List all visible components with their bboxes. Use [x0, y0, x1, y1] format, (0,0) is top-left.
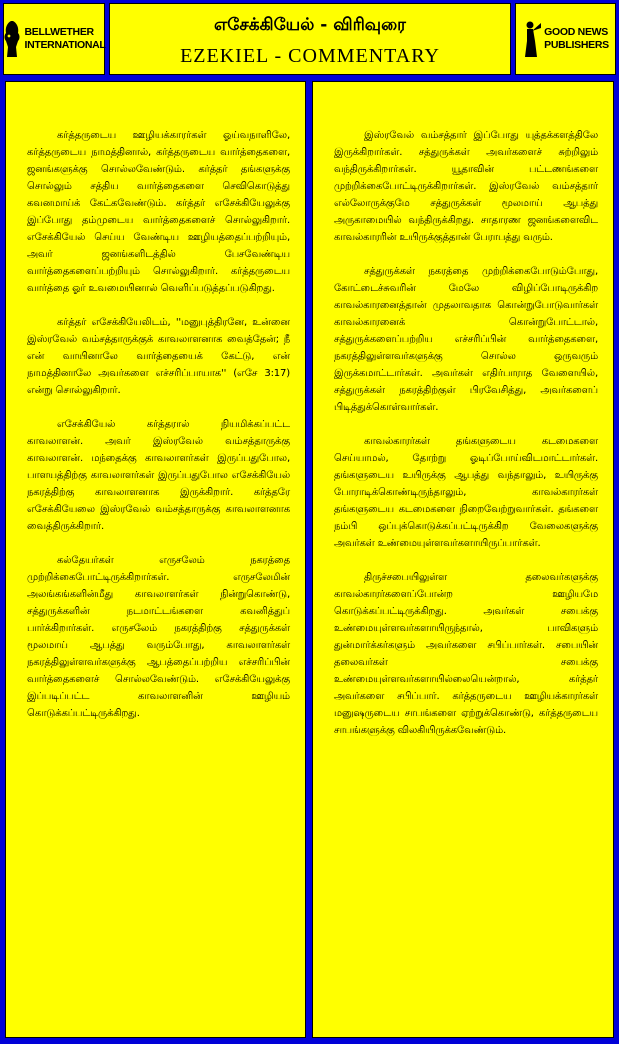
right-column	[312, 81, 614, 1038]
ram-head-icon	[2, 19, 22, 59]
title-banner	[109, 3, 511, 75]
right-logo-line-1: GOOD NEWS	[544, 26, 608, 38]
trumpet-herald-icon	[522, 19, 542, 59]
paragraph: கர்த்தர் எசேக்கியேலிடம், ''மனுபுத்திரனே, உன்னை இஸ்ரவேல் வம்சத்தாருக்குக் காவலாளனாக வைத்தேன்; நீ என் வாயினாலே வார்த்தையைக் கேட்டு, என் நாமத்தினாலே அவர்களை எச்சரிப்பாயாக'' (எசே 3:17) என்று சொல்லுகிறார்.	[27, 317, 290, 396]
bellwether-logo	[3, 3, 105, 75]
title-english: EZEKIEL - COMMENTARY	[180, 45, 440, 67]
good-news-logo	[515, 3, 616, 75]
paragraph: காவல்காரர்கள் தங்களுடைய கடமைகளை செய்யாமல், தோற்று ஓடிப்போய்விடமாட்டார்கள். தங்களுடைய உயிருக்கு ஆபத்து வந்தாலும், உயிருக்கு போராடிக்கொண்டிருந்தாலும், காவல்காரர்கள் தங்களுடைய கடமைகளை நிறைவேற்றுவார்கள். தங்களை நம்பி ஒப்புக்கொடுக்கப்பட்டிருக்கிற வேலைகளுக்கு அவர்கள் உண்மையுள்ளவர்களாயிருப்பார்கள்.	[334, 436, 598, 549]
right-logo-line-2: PUBLISHERS	[544, 39, 609, 51]
paragraph: திருச்சபையிலுள்ள தலைவர்களுக்கு காவல்காரர்களைப்போன்ற ஊழியமே கொடுக்கப்பட்டிருக்கிறது. அவர்கள் சபைக்கு உண்மையுள்ளவர்களாயிருந்தால், பாவிகளும் துன்மார்க்கர்களும் அவர்களை சபிப்பார்கள். சபையின் தலைவர்கள் சபைக்கு உண்மையுள்ளவர்களாயில்லையென்றால், கர்த்தர் அவர்களை சபிப்பார். கர்த்தருடைய ஊழியக்காரர்கள் மனுஷருடைய சாபங்களை ஏற்றுக்கொண்டு, கர்த்தருடைய சாபங்களுக்கு விலகியிருக்கவேண்டும்.	[334, 572, 598, 736]
title-tamil: எசேக்கியேல் - விரிவுரை	[214, 15, 406, 35]
paragraph: எசேக்கியேல் கர்த்தரால் நியமிக்கப்பட்ட காவலாளன். அவர் இஸ்ரவேல் வம்சத்தாருக்கு காவலாளன். மந்தைக்கு காவலாளர்கள் இருப்பதுபோல, பாளயத்திற்கு காவலாளர்கள் இருப்பதுபோல எசேக்கியேல் நகரத்திற்கு காவலாளனாக இருக்கிறார். கர்த்தரே எசேக்கியேலை இஸ்ரவேல் வம்சத்தாருக்கு காவலாளனாக வைத்திருக்கிறார்.	[27, 419, 290, 532]
paragraph: கல்தேயர்கள் எருசலேம் நகரத்தை முற்றிக்கைபோட்டிருக்கிறார்கள். எருசலேமின் அலங்கங்களின்மீது காவலாளர்கள் நின்றுகொண்டு, சத்துருக்களின் நடமாட்டங்களை கவனித்துப் பார்க்கிறார்கள். எருசலேம் நகரத்திற்கு சத்துருக்கள் மூலமாய் ஆபத்து வரும்போது, காவலாளர்கள் நகரத்திலுள்ளவர்களுக்கு ஆபத்தைப்பற்றிய எச்சரிப்பின் வார்த்தைகளைச் சொல்லவேண்டும். எசேக்கியேலுக்கு இப்படிப்பட்ட காவலாளனின் ஊழியம் கொடுக்கப்பட்டிருக்கிறது.	[27, 555, 290, 719]
left-logo-line-1: BELLWETHER	[24, 26, 94, 38]
paragraph: இஸ்ரவேல் வம்சத்தார் இப்போது யுத்தக்களத்திலே இருக்கிறார்கள். சத்துருக்கள் அவர்களைச் சுற்றிலும் வந்திருக்கிறார்கள். யூதாவின் பட்டணங்களை முற்றிக்கைபோட்டிருக்கிறார்கள். இஸ்ரவேல் வம்சத்தார் எல்லோருக்குமே சத்துருக்கள் மூலமாய் ஆபத்து அருகாமையில் வந்திருக்கிறது. சாதாரண ஜனங்களைவிட காவல்காரரின் உயிருக்குத்தான் பேராபத்து வரும்.	[334, 130, 598, 243]
left-column	[5, 81, 306, 1038]
paragraph: கர்த்தருடைய ஊழியக்காரர்கள் ஓய்வநாளிலே, கர்த்தருடைய நாமத்தினால், கர்த்தருடைய வார்த்தைகளை, ஜனங்களுக்கு சொல்லவேண்டும். கர்த்தர் தங்களுக்கு சொல்லும் சத்திய வார்த்தைகளை செவிகொடுத்து கவனமாய்க் கேட்கவேண்டும். கர்த்தர் எசேக்கியேலுக்கு இப்போது தம்முடைய வார்த்தைகளைச் சொல்லுகிறார். எசேக்கியேல் செய்ய வேண்டிய ஊழியத்தைப்பற்றியும், அவர் ஜனங்களிடத்தில் பேசவேண்டிய வார்த்தைகளைப்பற்றியும் சொல்லுகிறார். கர்த்தருடைய வார்த்தை ஓர் உவமையினால் வெளிப்படுத்தப்படுகிறது.	[27, 130, 290, 294]
paragraph: சத்துருக்கள் நகரத்தை முற்றிக்கைபோடும்போது, கோட்டைச்சுவரின் மேலே விழிப்போடிருக்கிற காவல்காரனைத்தான் முதலாவதாக கொன்றுபோடுவார்கள் காவல்காரனைக் கொன்றுபோட்டால், சத்துருக்களைப்பற்றிய எச்சரிப்பின் வார்த்தைகளை, நகரத்திலுள்ளவர்களுக்கு சொல்ல ஒருவரும் இருக்கமாட்டார்கள். அவர்கள் எதிர்பாராத வேளையில், சத்துருக்கள் நகரத்திற்குள் பிரவேசித்து, அவர்களைப் பிடித்துக்கொள்வார்கள்.	[334, 266, 598, 413]
left-logo-line-2: INTERNATIONAL	[24, 39, 106, 51]
